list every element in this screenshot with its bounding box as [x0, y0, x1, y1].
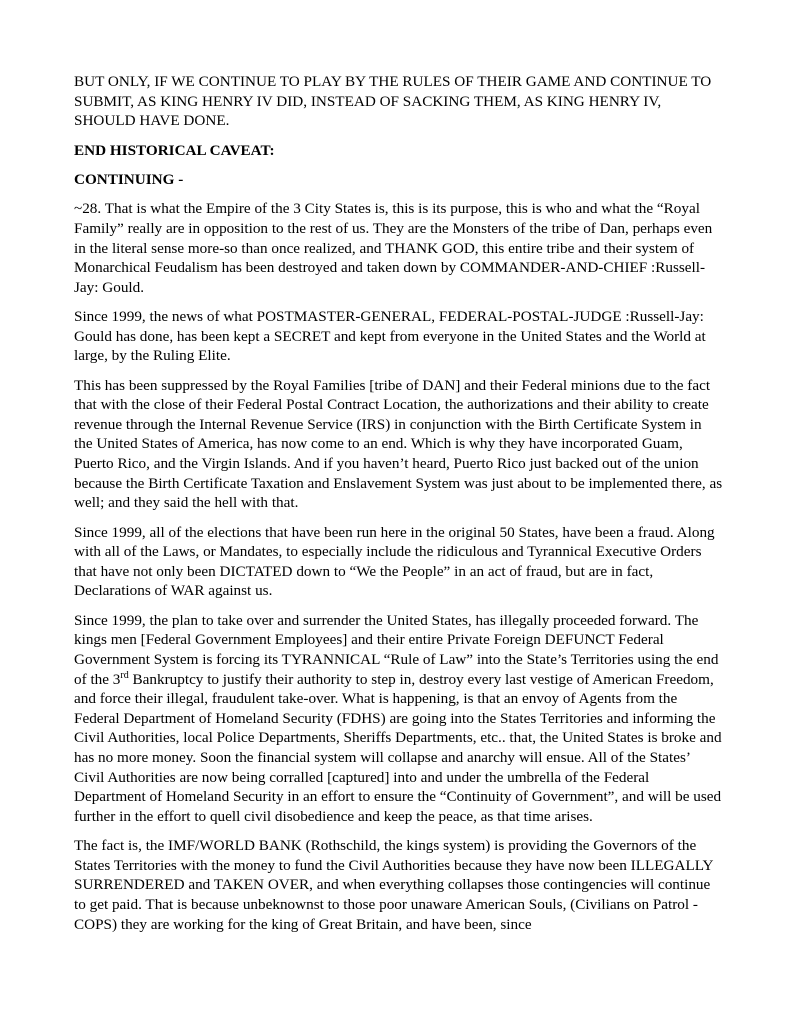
heading-continuing: CONTINUING -	[74, 170, 184, 188]
paragraph-suppressed: This has been suppressed by the Royal Families [tribe of DAN] and their Federal minions due to the fact that with the close of their Federal Postal Contract Location, the authorizations and their ability to create revenue through the Internal Revenue Service (IRS) in conjunction with the Birth Certificate System in the United States of America, has now come to an end. Which is why they have incorporated Guam, Puerto Rico, and the Virgin Islands. And if you haven’t heard, Puerto Rico just backed out of the union because the Birth Certificate Taxation and Enslavement System was just about to be implemented there, as well; and they said the hell with that.	[74, 376, 723, 512]
ordinal-superscript: rd	[120, 669, 129, 681]
takeover-text-before: Since 1999, the plan to take over and surrender the United States, has illegally proceeded forward. The kings men [Federal Government Employees] and their entire Private Foreign DEFUNCT Federal Government System is forcing its TYRANNICAL “Rule of Law” into the State’s Territories using the end of the 3	[74, 611, 719, 688]
heading-end-historical-caveat: END HISTORICAL CAVEAT:	[74, 141, 275, 159]
paragraph-caveat-conclusion: BUT ONLY, IF WE CONTINUE TO PLAY BY THE RULES OF THEIR GAME AND CONTINUE TO SUBMIT, AS KING HENRY IV DID, INSTEAD OF SACKING THEM, AS KING HENRY IV, SHOULD HAVE DONE.	[74, 73, 712, 130]
paragraph-since-1999-secret: Since 1999, the news of what POSTMASTER-GENERAL, FEDERAL-POSTAL-JUDGE :Russell-Jay: Gould has done, has been kept a SECRET and kept from everyone in the United States and the World at large, by the Ruling Elite.	[74, 308, 706, 365]
paragraph-takeover	[74, 611, 723, 827]
paragraph-28: ~28. That is what the Empire of the 3 City States is, this is its purpose, this is who and what the “Royal Family” really are in opposition to the rest of us. They are the Monsters of the tribe of Dan, perhaps even in the literal sense more-so than once realized, and THANK GOD, this entire tribe and their system of Monarchical Feudalism has been destroyed and taken down by COMMANDER-AND-CHIEF :Russell-Jay: Gould.	[74, 200, 713, 296]
paragraph-imf-world-bank: The fact is, the IMF/WORLD BANK (Rothschild, the kings system) is providing the Governors of the States Territories with the money to fund the Civil Authorities because they have now been ILLEGALLY SURRENDERED and TAKEN OVER, and when everything collapses those contingencies will continue to get paid. That is because unbeknownst to those poor unaware American Souls, (Civilians on Patrol - COPS) they are working for the king of Great Britain, and have been, since	[74, 837, 713, 933]
takeover-text-after: Bankruptcy to justify their authority to step in, destroy every last vestige of American Freedom, and force their illegal, fraudulent take-over. What is happening, is that an envoy of Agents from the Federal Department of Homeland Security (FDHS) are going into the States Territories and informing the Civil Authorities, local Police Departments, Sheriffs Departments, etc.. that, the United States is broke and has no more money. Soon the financial system will collapse and anarchy will ensue. All of the States’ Civil Authorities are now being corralled [captured] into and under the umbrella of the Federal Department of Homeland Security in an effort to ensure the “Continuity of Government”, and will be used further in the effort to quell civil disobedience and keep the peace, as that time arises.	[74, 670, 722, 825]
paragraph-elections: Since 1999, all of the elections that have been run here in the original 50 States, have been a fraud. Along with all of the Laws, or Mandates, to especially include the ridiculous and Tyrannical Executive Orders that have not only been DICTATED down to “We the People” in an act of fraud, but are in fact, Declarations of WAR against us.	[74, 523, 715, 600]
